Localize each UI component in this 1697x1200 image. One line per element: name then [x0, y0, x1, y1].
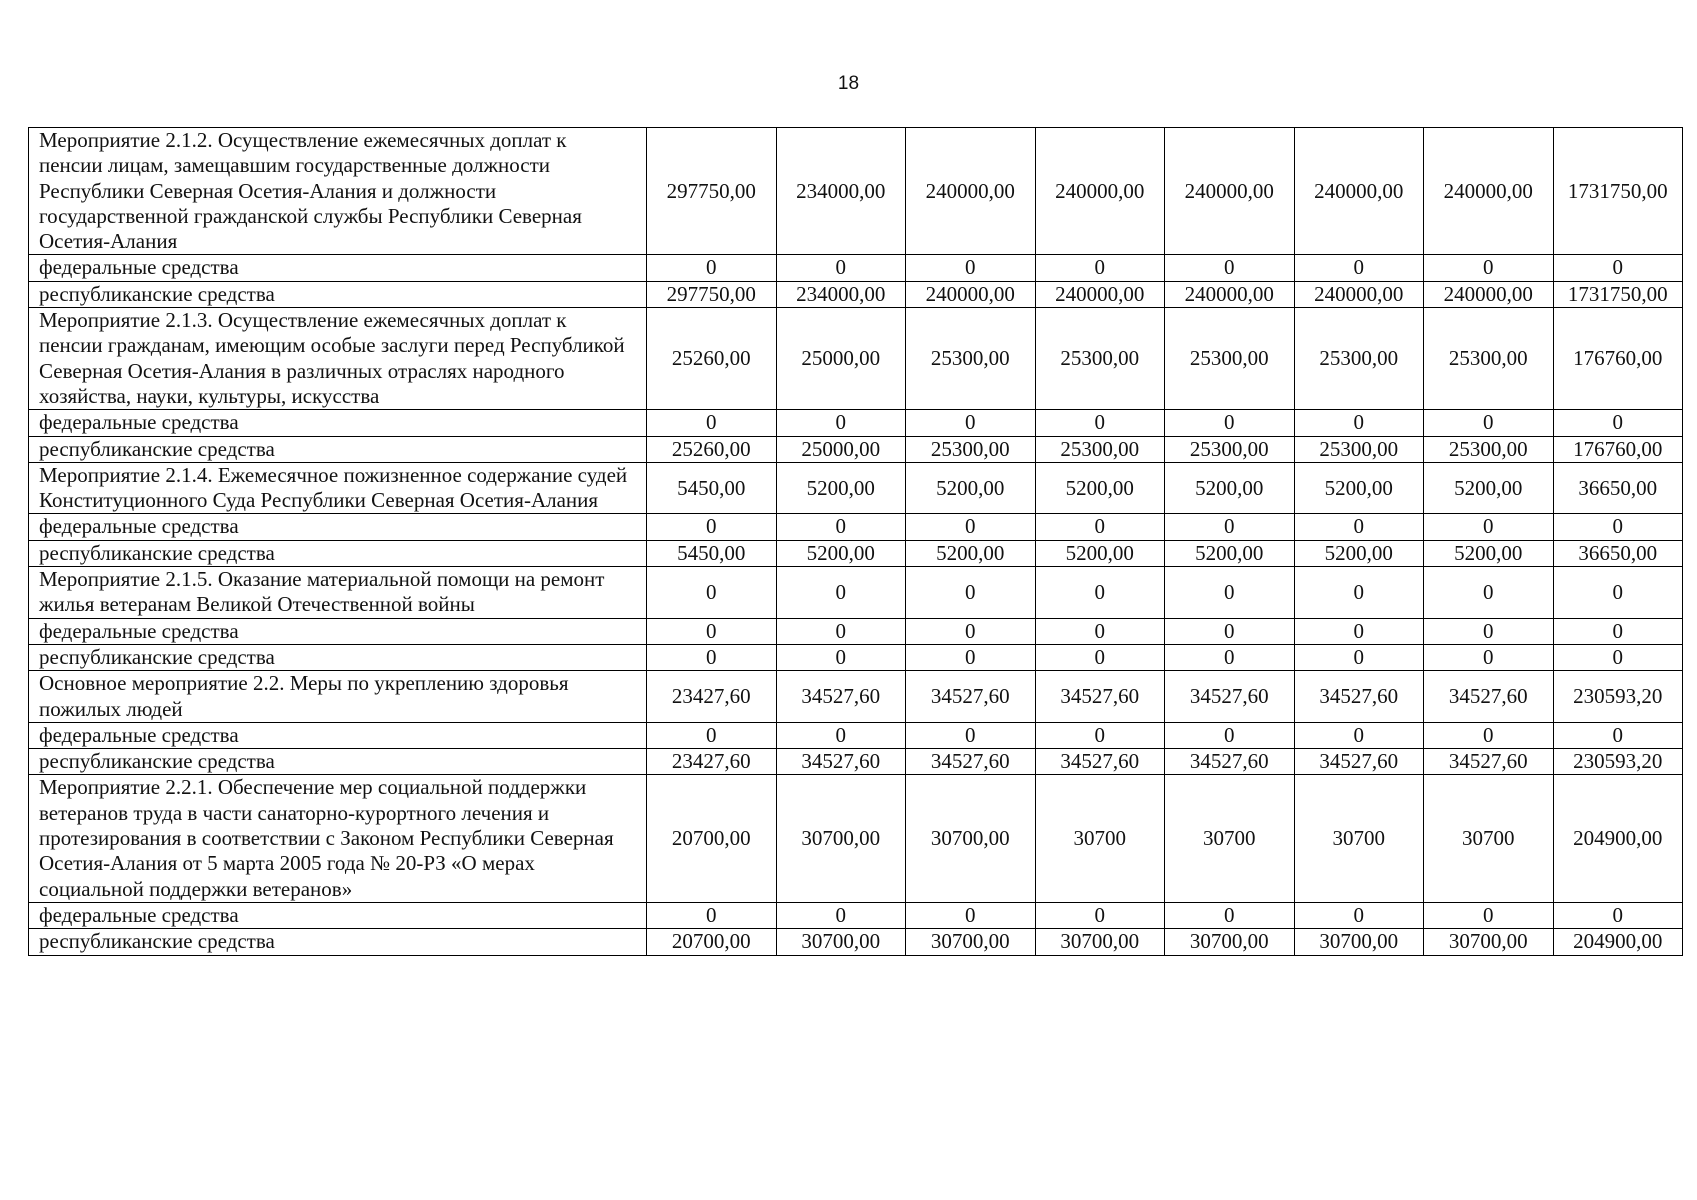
value-cell: 0 — [1294, 618, 1424, 644]
value-cell: 0 — [1424, 567, 1554, 619]
value-cell: 204900,00 — [1553, 929, 1683, 955]
value-cell: 34527,60 — [906, 671, 1036, 723]
value-cell: 30700,00 — [776, 929, 906, 955]
value-cell: 0 — [1294, 722, 1424, 748]
value-cell: 25300,00 — [1294, 436, 1424, 462]
value-cell: 36650,00 — [1553, 540, 1683, 566]
value-cell: 0 — [906, 644, 1036, 670]
value-cell: 36650,00 — [1553, 462, 1683, 514]
value-cell: 25300,00 — [1035, 308, 1165, 410]
value-cell: 0 — [1424, 618, 1554, 644]
row-label-cell: федеральные средства — [29, 514, 647, 540]
table-row — [29, 308, 1683, 410]
row-label-cell: республиканские средства — [29, 540, 647, 566]
value-cell: 25260,00 — [647, 436, 777, 462]
value-cell: 0 — [1553, 722, 1683, 748]
budget-table-body — [29, 128, 1683, 956]
value-cell: 0 — [1424, 644, 1554, 670]
value-cell: 34527,60 — [1294, 749, 1424, 775]
value-cell: 0 — [1553, 514, 1683, 540]
value-cell: 0 — [906, 410, 1036, 436]
value-cell: 0 — [776, 567, 906, 619]
value-cell: 240000,00 — [1424, 128, 1554, 255]
value-cell: 30700 — [1035, 775, 1165, 902]
row-label-cell: федеральные средства — [29, 902, 647, 928]
value-cell: 0 — [1424, 514, 1554, 540]
table-row — [29, 281, 1683, 307]
value-cell: 0 — [1035, 902, 1165, 928]
value-cell: 30700,00 — [1294, 929, 1424, 955]
value-cell: 25300,00 — [1424, 308, 1554, 410]
table-row — [29, 671, 1683, 723]
row-label-cell: республиканские средства — [29, 929, 647, 955]
value-cell: 30700,00 — [1424, 929, 1554, 955]
table-row — [29, 514, 1683, 540]
value-cell: 0 — [1165, 255, 1295, 281]
value-cell: 5200,00 — [1294, 462, 1424, 514]
value-cell: 25300,00 — [1035, 436, 1165, 462]
value-cell: 30700,00 — [776, 775, 906, 902]
value-cell: 0 — [776, 644, 906, 670]
value-cell: 5450,00 — [647, 540, 777, 566]
value-cell: 0 — [1553, 567, 1683, 619]
value-cell: 297750,00 — [647, 281, 777, 307]
budget-table — [28, 127, 1683, 956]
value-cell: 0 — [1165, 410, 1295, 436]
value-cell: 30700,00 — [906, 929, 1036, 955]
row-label-cell: республиканские средства — [29, 644, 647, 670]
value-cell: 25260,00 — [647, 308, 777, 410]
table-row — [29, 567, 1683, 619]
row-label-cell: республиканские средства — [29, 436, 647, 462]
value-cell: 0 — [1035, 255, 1165, 281]
value-cell: 240000,00 — [1424, 281, 1554, 307]
value-cell: 25300,00 — [906, 436, 1036, 462]
value-cell: 30700,00 — [1165, 929, 1295, 955]
value-cell: 0 — [1165, 618, 1295, 644]
value-cell: 5200,00 — [906, 540, 1036, 566]
value-cell: 23427,60 — [647, 749, 777, 775]
page-number: 18 — [837, 73, 860, 94]
value-cell: 30700 — [1294, 775, 1424, 902]
value-cell: 0 — [1294, 902, 1424, 928]
value-cell: 0 — [906, 722, 1036, 748]
row-label-cell: Основное мероприятие 2.2. Меры по укреплению здоровья пожилых людей — [29, 671, 647, 723]
value-cell: 0 — [1035, 514, 1165, 540]
value-cell: 5200,00 — [1165, 462, 1295, 514]
row-label-cell: республиканские средства — [29, 281, 647, 307]
value-cell: 25300,00 — [1165, 308, 1295, 410]
value-cell: 0 — [1553, 644, 1683, 670]
value-cell: 5200,00 — [1035, 462, 1165, 514]
table-row — [29, 410, 1683, 436]
value-cell: 0 — [1035, 644, 1165, 670]
value-cell: 5200,00 — [906, 462, 1036, 514]
value-cell: 0 — [906, 514, 1036, 540]
value-cell: 5200,00 — [1035, 540, 1165, 566]
row-label-cell: Мероприятие 2.1.3. Осуществление ежемесячных доплат к пенсии гражданам, имеющим особые заслуги перед Республикой Северная Осетия-Алания в различных отраслях народного хозяйства, науки, культуры, искусства — [29, 308, 647, 410]
value-cell: 0 — [906, 902, 1036, 928]
value-cell: 176760,00 — [1553, 308, 1683, 410]
value-cell: 20700,00 — [647, 929, 777, 955]
value-cell: 0 — [906, 567, 1036, 619]
value-cell: 204900,00 — [1553, 775, 1683, 902]
value-cell: 25300,00 — [1424, 436, 1554, 462]
table-row — [29, 902, 1683, 928]
value-cell: 0 — [1035, 410, 1165, 436]
value-cell: 0 — [1424, 902, 1554, 928]
table-row — [29, 775, 1683, 902]
value-cell: 0 — [647, 722, 777, 748]
value-cell: 0 — [906, 618, 1036, 644]
value-cell: 0 — [1165, 902, 1295, 928]
value-cell: 25000,00 — [776, 308, 906, 410]
value-cell: 23427,60 — [647, 671, 777, 723]
value-cell: 0 — [776, 722, 906, 748]
value-cell: 30700 — [1424, 775, 1554, 902]
value-cell: 25300,00 — [1294, 308, 1424, 410]
value-cell: 0 — [1165, 644, 1295, 670]
value-cell: 30700 — [1165, 775, 1295, 902]
value-cell: 34527,60 — [1165, 749, 1295, 775]
value-cell: 5200,00 — [1165, 540, 1295, 566]
table-row — [29, 255, 1683, 281]
value-cell: 25300,00 — [1165, 436, 1295, 462]
value-cell: 230593,20 — [1553, 671, 1683, 723]
value-cell: 34527,60 — [1424, 671, 1554, 723]
row-label-cell: Мероприятие 2.1.4. Ежемесячное пожизненное содержание судей Конституционного Суда Республики Северная Осетия-Алания — [29, 462, 647, 514]
value-cell: 5450,00 — [647, 462, 777, 514]
value-cell: 240000,00 — [1165, 281, 1295, 307]
table-row — [29, 540, 1683, 566]
value-cell: 0 — [1165, 567, 1295, 619]
value-cell: 5200,00 — [776, 462, 906, 514]
value-cell: 0 — [776, 902, 906, 928]
table-row — [29, 722, 1683, 748]
value-cell: 0 — [1035, 618, 1165, 644]
row-label-cell: федеральные средства — [29, 410, 647, 436]
value-cell: 0 — [647, 255, 777, 281]
value-cell: 34527,60 — [776, 671, 906, 723]
value-cell: 25000,00 — [776, 436, 906, 462]
value-cell: 0 — [1294, 255, 1424, 281]
value-cell: 0 — [647, 567, 777, 619]
row-label-cell: Мероприятие 2.2.1. Обеспечение мер социальной поддержки ветеранов труда в части санаторно-курортного лечения и протезирования в соответствии с Законом Республики Северная Осетия-Алания от 5 марта 2005 года № 20-РЗ «О мерах социальной поддержки ветеранов» — [29, 775, 647, 902]
value-cell: 240000,00 — [906, 281, 1036, 307]
value-cell: 240000,00 — [1165, 128, 1295, 255]
value-cell: 0 — [1294, 410, 1424, 436]
table-row — [29, 618, 1683, 644]
value-cell: 297750,00 — [647, 128, 777, 255]
value-cell: 234000,00 — [776, 128, 906, 255]
table-row — [29, 128, 1683, 255]
value-cell: 5200,00 — [1424, 540, 1554, 566]
value-cell: 0 — [1035, 722, 1165, 748]
value-cell: 0 — [1553, 618, 1683, 644]
value-cell: 0 — [1165, 722, 1295, 748]
value-cell: 1731750,00 — [1553, 281, 1683, 307]
value-cell: 0 — [1553, 410, 1683, 436]
table-row — [29, 929, 1683, 955]
row-label-cell: федеральные средства — [29, 722, 647, 748]
row-label-cell: республиканские средства — [29, 749, 647, 775]
value-cell: 240000,00 — [1035, 281, 1165, 307]
value-cell: 240000,00 — [1294, 128, 1424, 255]
value-cell: 240000,00 — [906, 128, 1036, 255]
value-cell: 34527,60 — [906, 749, 1036, 775]
value-cell: 0 — [776, 618, 906, 644]
value-cell: 34527,60 — [776, 749, 906, 775]
value-cell: 20700,00 — [647, 775, 777, 902]
value-cell: 34527,60 — [1035, 671, 1165, 723]
row-label-cell: Мероприятие 2.1.2. Осуществление ежемесячных доплат к пенсии лицам, замещавшим государственные должности Республики Северная Осетия-Алания и должности государственной гражданской службы Республики Северная Осетия-Алания — [29, 128, 647, 255]
value-cell: 0 — [1294, 514, 1424, 540]
value-cell: 5200,00 — [1294, 540, 1424, 566]
value-cell: 25300,00 — [906, 308, 1036, 410]
table-row — [29, 644, 1683, 670]
table-row — [29, 462, 1683, 514]
value-cell: 0 — [1424, 722, 1554, 748]
value-cell: 0 — [1294, 567, 1424, 619]
value-cell: 30700,00 — [906, 775, 1036, 902]
value-cell: 0 — [647, 514, 777, 540]
value-cell: 0 — [776, 255, 906, 281]
value-cell: 0 — [1424, 255, 1554, 281]
value-cell: 240000,00 — [1294, 281, 1424, 307]
value-cell: 0 — [1424, 410, 1554, 436]
value-cell: 0 — [776, 410, 906, 436]
value-cell: 0 — [647, 618, 777, 644]
value-cell: 0 — [647, 410, 777, 436]
value-cell: 30700,00 — [1035, 929, 1165, 955]
value-cell: 1731750,00 — [1553, 128, 1683, 255]
value-cell: 0 — [1553, 255, 1683, 281]
value-cell: 240000,00 — [1035, 128, 1165, 255]
table-row — [29, 749, 1683, 775]
value-cell: 34527,60 — [1424, 749, 1554, 775]
value-cell: 5200,00 — [776, 540, 906, 566]
value-cell: 34527,60 — [1294, 671, 1424, 723]
value-cell: 176760,00 — [1553, 436, 1683, 462]
value-cell: 0 — [1165, 514, 1295, 540]
value-cell: 34527,60 — [1165, 671, 1295, 723]
row-label-cell: федеральные средства — [29, 618, 647, 644]
value-cell: 0 — [1035, 567, 1165, 619]
value-cell: 0 — [776, 514, 906, 540]
table-row — [29, 436, 1683, 462]
value-cell: 0 — [647, 644, 777, 670]
value-cell: 234000,00 — [776, 281, 906, 307]
value-cell: 0 — [1553, 902, 1683, 928]
row-label-cell: Мероприятие 2.1.5. Оказание материальной помощи на ремонт жилья ветеранам Великой Отечественной войны — [29, 567, 647, 619]
value-cell: 34527,60 — [1035, 749, 1165, 775]
value-cell: 0 — [647, 902, 777, 928]
value-cell: 230593,20 — [1553, 749, 1683, 775]
value-cell: 0 — [1294, 644, 1424, 670]
row-label-cell: федеральные средства — [29, 255, 647, 281]
value-cell: 0 — [906, 255, 1036, 281]
value-cell: 5200,00 — [1424, 462, 1554, 514]
